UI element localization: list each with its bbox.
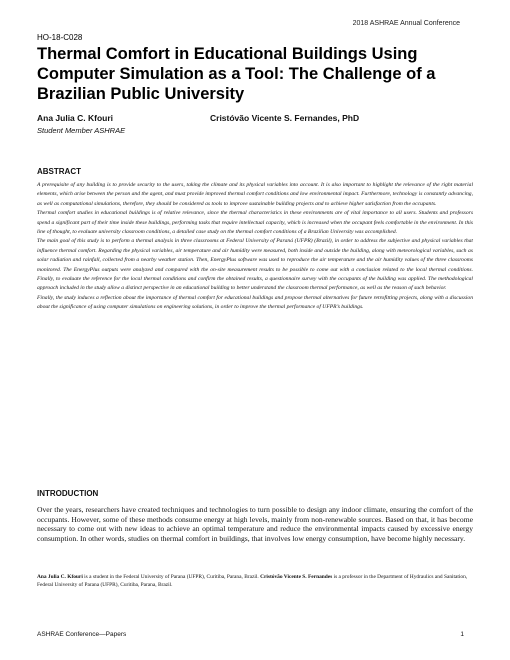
introduction-heading: INTRODUCTION [37, 489, 99, 498]
introduction-body [37, 505, 473, 543]
abstract-paragraph: The main goal of this study is to perform a thermal analysis in three classrooms at Federal University of Paraná (UFPR) (Brazil), in order to address the subjective and physical variables that influence thermal comfort. Regarding the physical variables, air temperature and air humidity were measured, both inside and outside the building, along with meteorological variables, such as solar radiation and rainfall, collected from a nearby weather station. Then, EnergyPlus software was used to reproduce the air temperature and the air humidity values of the three classrooms monitored. The EnergyPlus outputs were analyzed and compared with the on-site measurement results to be possible to come out with a conclusion related to the local thermal conditions. Finally, to evaluate the reference for the local thermal conditions and confirm the obtained results, a questionnaire survey with the occupants of the building was applied. The methodological approach included in the study allow a distinct perspective in an educational building to better understand the classroom thermal performance, as well as the reason of such behavior. [37, 238, 473, 292]
abstract-paragraph: Finally, the study induces a reflection about the importance of thermal comfort for educational buildings and propose thermal alternatives for future retrofitting projects, along with a discussion about the significance of using computer simulations on engineering solutions, in order to improve the thermal performance of UFPR’s buildings. [37, 294, 473, 311]
paper-title: Thermal Comfort in Educational Buildings Using Computer Simulation as a Tool: The Challenge of a Brazilian Public University [37, 45, 436, 103]
abstract-body [37, 181, 473, 313]
footnote-name-1: Ana Julia C. Kfouri [37, 574, 83, 580]
author-2-name: Cristóvão Vicente S. Fernandes, PhD [210, 113, 360, 123]
author-1-role: Student Member ASHRAE [37, 126, 126, 135]
footnote-text-1: is a student in the Federal University of Parana (UFPR), Curitiba, Parana, Brazil. [82, 574, 261, 580]
paper-code: HO-18-C028 [37, 33, 83, 42]
abstract-heading: ABSTRACT [37, 167, 81, 176]
footnote-text-2: is a professor in the Department of Hydraulics and Sanitation, Federal University of Parana (UFPR), Curitiba, Parana, Brazil. [37, 574, 468, 588]
introduction-paragraph: Over the years, researchers have created techniques and technologies to turn possible to design any indoor climate, ensuring the comfort of the occupants. However, some of these methods consume energy at high levels, mainly from non-renewable sources. Based on that, it has become necessary to come out with new ideas to achieve an optimal temperature and reduce the environmental impacts caused by excessive energy consumption. In other words, studies on thermal comfort in buildings, that involves low energy consumption, have become highly necessary. [37, 505, 473, 543]
author-footnote [37, 573, 473, 589]
footnote-name-2: Cristóvão Vicente S. Fernandes [260, 574, 333, 580]
abstract-paragraph: Thermal comfort studies in educational buildings is of relative relevance, since the thermal characteristics in these environments are of vital importance to all users. Students and professors spend a significant part of their time inside these buildings, performing tasks that require intellectual capacity, which is increased when the occupant feels comfortable in the environment. In this line of thought, to evaluate university classroom conditions, a detailed case study on the thermal comfort conditions of a Brazilian University was accomplished. [37, 210, 473, 236]
author-1-name: Ana Julia C. Kfouri [37, 113, 114, 123]
author-1 [37, 113, 125, 135]
conference-header: 2018 ASHRAE Annual Conference [352, 20, 460, 27]
abstract-paragraph: A prerequisite of any building is to provide security to the users, taking the climate and its physical variables into account. It is also important to highlight the relevance of the right material elements, which arise between the person and the agent, and must provide improved thermal comfort conditions and low environmental impact. Furthermore, technology is constantly advancing, as well as computational simulations, therefore, they should be considered as tools to improve sustainable building projects and to achieve higher satisfaction from the occupants. [37, 182, 473, 207]
page-number: 1 [460, 631, 464, 638]
footer-publication: ASHRAE Conference—Papers [37, 631, 127, 638]
